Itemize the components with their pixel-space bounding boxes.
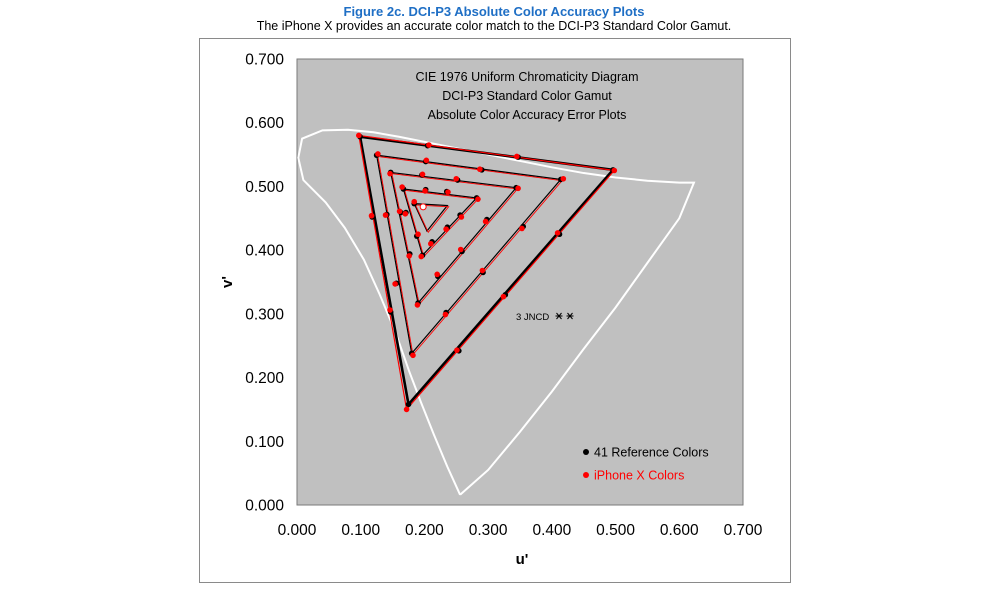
legend-label: iPhone X Colors (594, 468, 685, 483)
device-color-point (475, 196, 481, 202)
device-color-point (459, 214, 465, 220)
device-color-point (387, 307, 393, 313)
device-color-point (519, 226, 525, 232)
device-color-point (392, 281, 398, 287)
device-color-point (514, 154, 520, 160)
device-color-point (422, 188, 428, 194)
device-color-point (356, 133, 362, 139)
device-color-point (561, 176, 567, 182)
y-tick-label: 0.400 (245, 242, 284, 260)
reference-color-point (406, 402, 412, 408)
figure-subtitle: The iPhone X provides an accurate color match to the DCI-P3 Standard Color Gamut. (256, 19, 732, 33)
figure-title: Figure 2c. DCI-P3 Absolute Color Accuracy Plots (343, 4, 645, 19)
x-tick-label: 0.300 (468, 522, 508, 539)
white-point-marker (420, 204, 426, 210)
device-color-point (426, 142, 432, 148)
y-tick-label: 0.500 (245, 178, 284, 196)
plot-title-line: DCI-P3 Standard Color Gamut (442, 89, 612, 103)
device-color-point (399, 184, 405, 190)
device-color-point (420, 172, 426, 178)
x-tick-label: 0.200 (405, 522, 444, 539)
jncd-annotation-label: 3 JNCD (516, 312, 550, 323)
plot-area (297, 59, 743, 505)
device-color-point (483, 219, 489, 225)
device-color-point (424, 158, 430, 164)
y-tick-label: 0.300 (245, 306, 284, 324)
device-color-point (445, 189, 451, 195)
device-color-point (383, 212, 389, 218)
device-color-point (443, 226, 449, 232)
device-color-point (418, 254, 424, 260)
device-color-point (611, 168, 617, 174)
device-color-point (480, 268, 486, 274)
legend-marker (583, 449, 589, 455)
x-tick-label: 0.500 (596, 522, 635, 539)
device-color-point (411, 199, 417, 205)
legend-marker (583, 472, 589, 478)
device-color-point (458, 247, 464, 253)
y-tick-label: 0.700 (245, 51, 284, 69)
y-tick-label: 0.000 (245, 497, 284, 515)
device-color-point (387, 171, 393, 177)
device-color-point (410, 352, 416, 358)
plot-title-line: CIE 1976 Uniform Chromaticity Diagram (415, 70, 639, 84)
device-color-point (415, 231, 421, 237)
x-tick-label: 0.400 (532, 522, 572, 539)
x-axis-title: u' (515, 551, 529, 568)
device-color-point (443, 312, 449, 318)
device-color-point (515, 186, 521, 192)
device-color-point (415, 302, 421, 308)
x-tick-label: 0.100 (341, 522, 381, 539)
device-color-point (406, 253, 412, 259)
device-color-point (397, 208, 403, 214)
plot-title-line: Absolute Color Accuracy Error Plots (427, 108, 627, 122)
x-tick-label: 0.000 (277, 522, 317, 539)
y-tick-label: 0.600 (245, 115, 284, 133)
device-color-point (434, 272, 440, 278)
x-tick-label: 0.700 (723, 522, 763, 539)
device-color-point (501, 294, 507, 300)
device-color-point (453, 176, 459, 182)
y-tick-label: 0.100 (245, 433, 284, 451)
device-color-point (369, 213, 375, 219)
y-tick-label: 0.200 (245, 370, 284, 388)
device-color-point (375, 151, 381, 157)
device-color-point (403, 211, 409, 217)
x-tick-label: 0.600 (659, 522, 699, 539)
device-color-point (404, 407, 410, 413)
device-color-point (477, 166, 483, 172)
device-color-point (454, 347, 460, 353)
device-color-point (555, 230, 561, 236)
device-color-point (428, 241, 434, 247)
y-axis-title: v' (219, 276, 236, 288)
legend-label: 41 Reference Colors (594, 445, 709, 460)
